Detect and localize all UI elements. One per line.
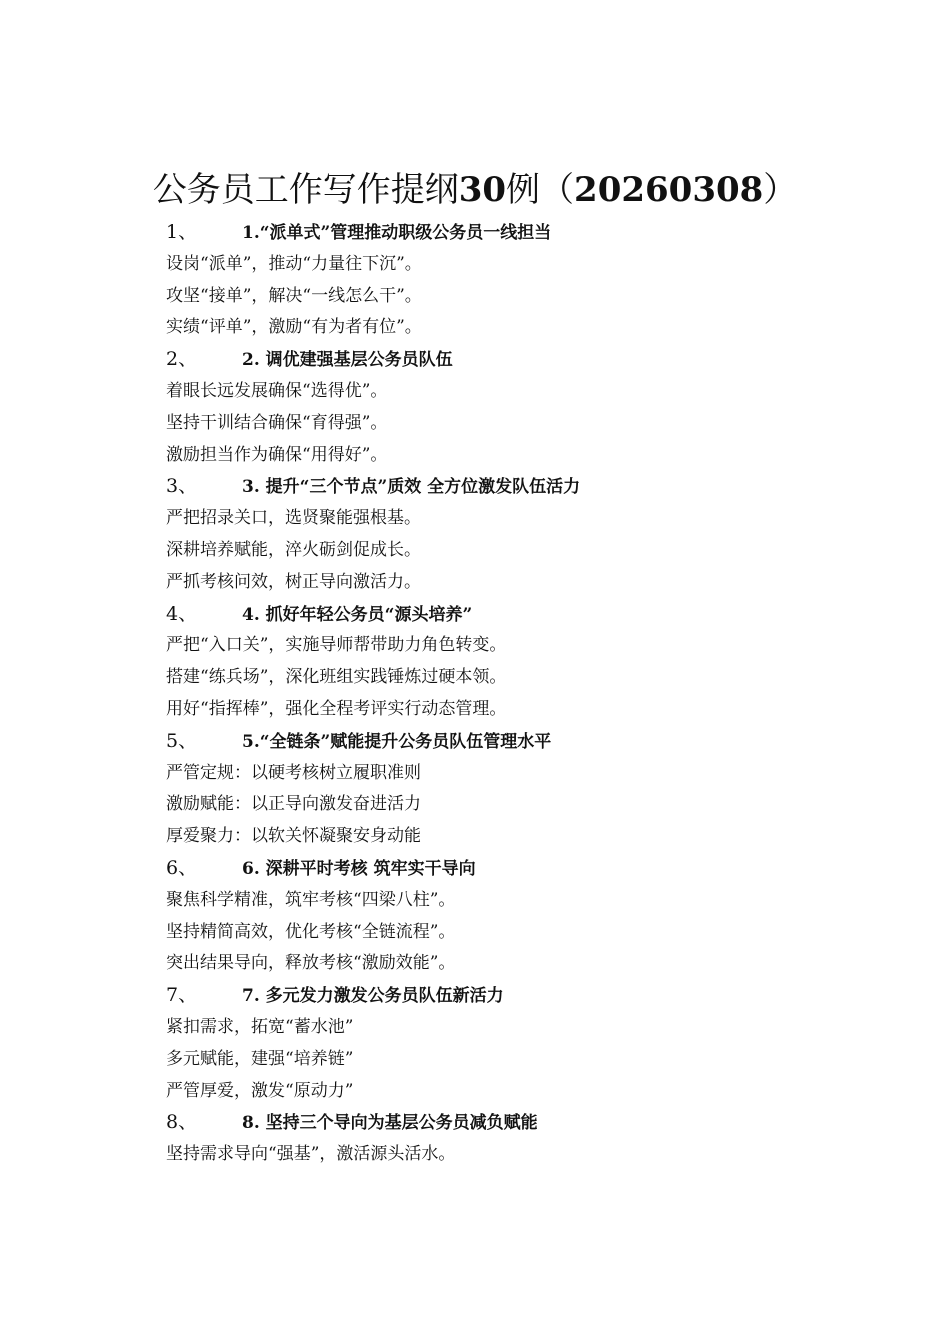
- section-number: 2、: [166, 348, 198, 371]
- section-number: 7、: [166, 984, 198, 1007]
- section-number: 1、: [166, 221, 198, 243]
- outline-line: 着眼长远发展确保“选得优”。: [166, 380, 388, 401]
- section-heading-text: 2. 调优建强基层公务员队伍: [242, 350, 453, 371]
- outline-list: [166, 217, 866, 1171]
- outline-line: 聚焦科学精准，筑牢考核“四梁八柱”。: [166, 889, 456, 910]
- section-number: 3、: [166, 475, 198, 498]
- section-heading-text: 7. 多元发力激发公务员队伍新活力: [242, 986, 504, 1007]
- document-title: [0, 168, 950, 212]
- outline-line: 厚爱聚力：以软关怀凝聚安身动能: [166, 826, 421, 847]
- outline-line: 搭建“练兵场”，深化班组实践锤炼过硬本领。: [166, 667, 507, 688]
- section-heading: [166, 1107, 866, 1139]
- section-heading-text: 6. 深耕平时考核 筑牢实干导向: [242, 858, 476, 879]
- outline-line: 严管厚爱，激发“原动力”: [166, 1080, 354, 1101]
- section-heading: [166, 726, 866, 758]
- title-main: 公务员工作写作提纲: [152, 170, 459, 210]
- outline-line: 攻坚“接单”，解决“一线怎么干”。: [166, 285, 422, 306]
- outline-line: 坚持精简高效，优化考核“全链流程”。: [166, 921, 456, 942]
- section-heading: [166, 980, 866, 1012]
- outline-line: 坚持需求导向“强基”，激活源头活水。: [166, 1144, 456, 1165]
- outline-line: 严把“入口关”，实施导师帮带助力角色转变。: [166, 635, 507, 656]
- section-number: 6、: [166, 856, 198, 879]
- section-heading: [166, 599, 866, 631]
- outline-line: 深耕培养赋能，淬火砺剑促成长。: [166, 539, 421, 560]
- section-heading: [166, 217, 866, 249]
- section-heading-text: 3. 提升“三个节点”质效 全方位激发队伍活力: [242, 477, 581, 498]
- outline-line: 严抓考核问效，树正导向激活力。: [166, 571, 421, 592]
- outline-line: 用好“指挥棒”，强化全程考评实行动态管理。: [166, 698, 507, 719]
- section-number: 5、: [166, 729, 198, 752]
- outline-line: 激励担当作为确保“用得好”。: [166, 444, 388, 465]
- outline-line: 实绩“评单”，激励“有为者有位”。: [166, 317, 422, 338]
- section-heading-text: 4. 抓好年轻公务员“源头培养”: [242, 604, 473, 625]
- section-heading-text: 8. 坚持三个导向为基层公务员减负赋能: [242, 1113, 538, 1134]
- title-date: 20260308: [574, 170, 764, 210]
- title-count: 30: [458, 170, 507, 210]
- outline-line: 紧扣需求，拓宽“蓄水池”: [166, 1016, 354, 1037]
- title-close: ）: [763, 170, 798, 210]
- outline-line: 严把招录关口，选贤聚能强根基。: [166, 508, 421, 529]
- title-rest: 例（: [506, 170, 575, 210]
- section-heading: [166, 471, 866, 503]
- outline-line: 坚持干训结合确保“育得强”。: [166, 412, 388, 433]
- outline-line: 多元赋能，建强“培养链”: [166, 1048, 354, 1069]
- outline-line: 严管定规：以硬考核树立履职准则: [166, 762, 421, 783]
- section-heading: [166, 344, 866, 376]
- section-heading-text: 1.“派单式”管理推动职级公务员一线担当: [242, 223, 552, 243]
- outline-line: 突出结果导向，释放考核“激励效能”。: [166, 953, 456, 974]
- section-heading: [166, 853, 866, 885]
- section-heading-text: 5.“全链条”赋能提升公务员队伍管理水平: [242, 731, 552, 752]
- outline-line: 激励赋能：以正导向激发奋进活力: [166, 794, 421, 815]
- section-number: 4、: [166, 602, 198, 625]
- outline-line: 设岗“派单”，推动“力量往下沉”。: [166, 253, 422, 274]
- section-number: 8、: [166, 1111, 198, 1134]
